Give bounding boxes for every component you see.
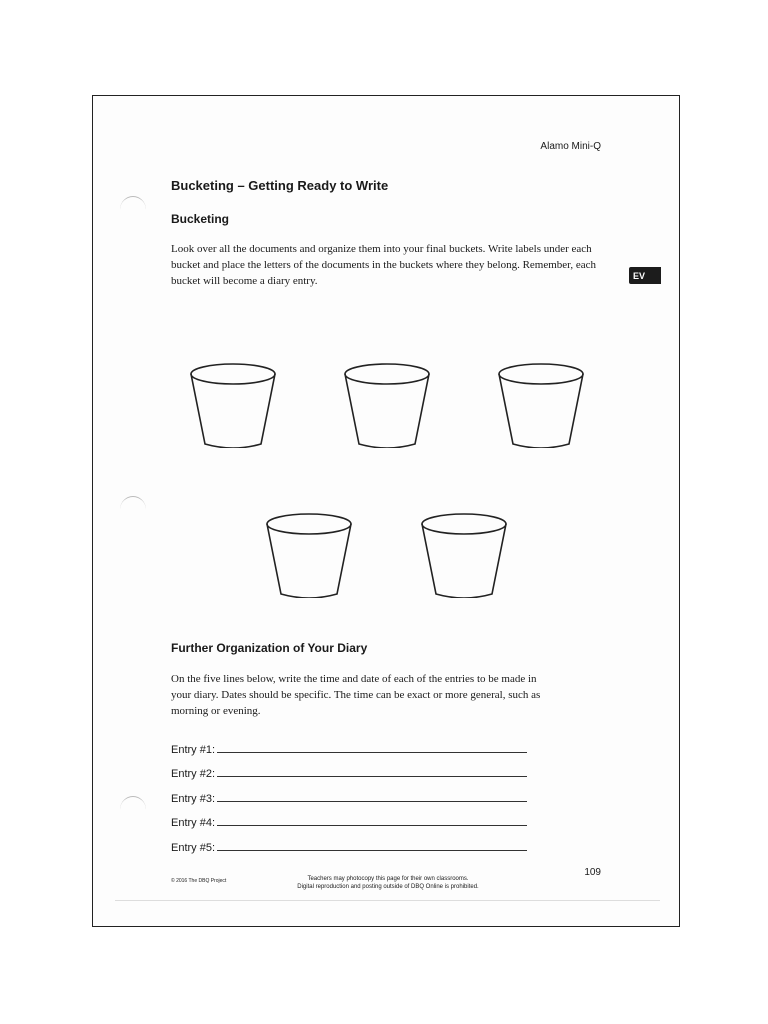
diary-organization-instructions: On the five lines below, write the time and date of each of the entries to be made in your diary. Dates should be specific. The time can be exact or more general, such as morning or evening.: [171, 673, 541, 717]
usage-notice-line: Digital reproduction and posting outside of DBQ Online is prohibited.: [297, 884, 479, 890]
entry-row: [171, 756, 527, 781]
series-title: Alamo Mini-Q: [540, 141, 601, 152]
entry-label: Entry #1:: [171, 743, 216, 756]
entry-blank-line[interactable]: [217, 840, 527, 851]
entry-label: Entry #5:: [171, 841, 216, 854]
entry-label: Entry #4:: [171, 817, 216, 829]
entry-row: [171, 731, 527, 756]
usage-notice: [283, 875, 493, 891]
entry-row: [171, 829, 527, 854]
entry-row: [171, 780, 527, 805]
entry-blank-line[interactable]: [217, 742, 527, 753]
section-tab-badge: EV: [629, 267, 661, 284]
page-title: Bucketing – Getting Ready to Write: [171, 178, 389, 193]
diary-organization-heading: Further Organization of Your Diary: [171, 641, 368, 655]
binder-hole-mark: [120, 496, 146, 523]
bucketing-heading: Bucketing: [171, 212, 230, 226]
copyright-notice: © 2016 The DBQ Project: [171, 878, 227, 884]
worksheet-page: [92, 95, 680, 927]
binder-hole-mark: [120, 796, 146, 823]
bottom-divider: [115, 900, 660, 901]
entry-blank-line[interactable]: [217, 815, 527, 826]
bucket-icon: [418, 510, 510, 598]
bucket-icon: [341, 360, 433, 448]
entry-row: [171, 805, 527, 830]
bucket-icon: [263, 510, 355, 598]
usage-notice-line: Teachers may photocopy this page for their own classrooms.: [307, 876, 469, 882]
bucketing-instructions: Look over all the documents and organize them into your final buckets. Write labels under each bucket and place the letters of the documents in the buckets where they belong. Remember, each bucket will become a diary entry.: [171, 243, 597, 287]
entry-blank-line[interactable]: [217, 791, 527, 802]
entry-label: Entry #2:: [171, 768, 216, 780]
entry-list: [171, 731, 527, 854]
entry-blank-line[interactable]: [217, 766, 527, 777]
entry-label: Entry #3:: [171, 792, 216, 805]
bucket-icon: [495, 360, 587, 448]
page-number: 109: [584, 867, 601, 878]
bucket-icon: [187, 360, 279, 448]
binder-hole-mark: [120, 196, 146, 223]
